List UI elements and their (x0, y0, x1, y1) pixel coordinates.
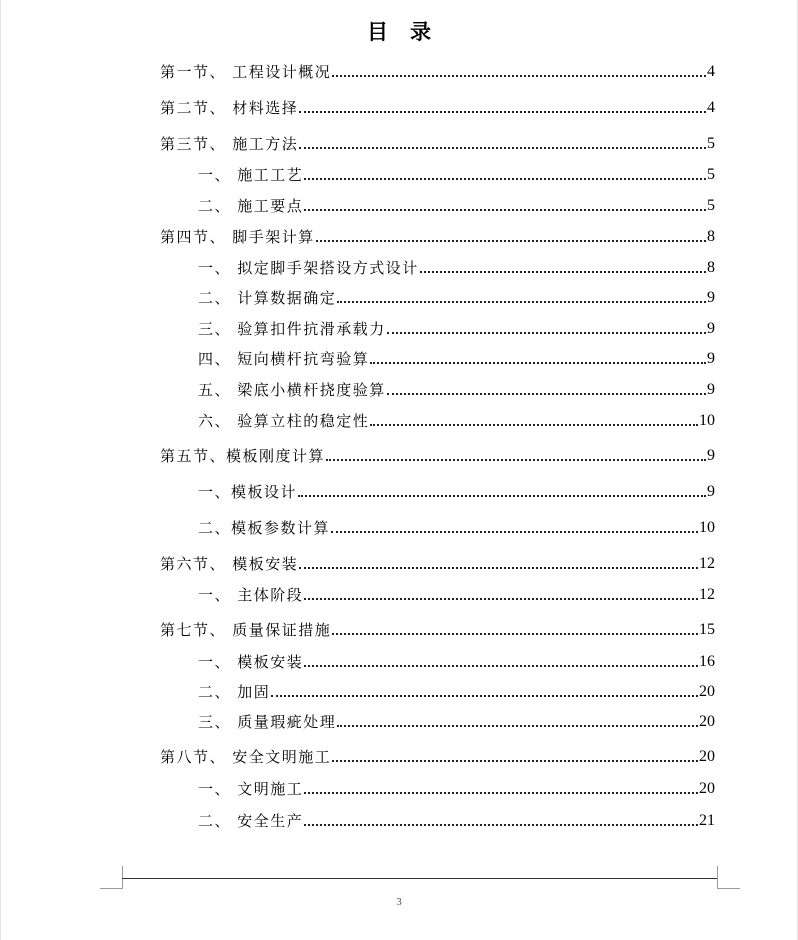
toc-entry-page: 4 (707, 99, 715, 116)
toc-title: 目录 (367, 19, 453, 44)
toc-entry[interactable] (160, 744, 715, 766)
toc-entry-label: 第四节、 脚手架计算 (160, 228, 315, 246)
toc-entry-page: 9 (707, 381, 715, 398)
toc-leader (304, 598, 698, 600)
toc-leader (337, 301, 706, 303)
toc-leader (332, 75, 706, 77)
toc-entry[interactable] (198, 285, 715, 307)
toc-entry[interactable] (198, 255, 715, 277)
toc-entry-label: 一、 施工工艺 (198, 166, 304, 184)
toc-leader (304, 178, 706, 180)
toc-entry-label: 第三节、 施工方法 (160, 135, 299, 153)
toc-entry-page: 9 (707, 289, 715, 306)
toc-entry-page: 9 (707, 320, 715, 337)
toc-entry[interactable] (198, 679, 715, 701)
toc-entry-label: 一、 主体阶段 (198, 586, 304, 604)
toc-entry-page: 4 (707, 63, 715, 80)
toc-leader (299, 111, 706, 113)
toc-entry[interactable] (160, 95, 715, 117)
toc-entry-page: 12 (699, 555, 715, 572)
toc-entry-page: 5 (707, 197, 715, 214)
toc-entry-label: 第二节、 材料选择 (160, 99, 299, 117)
toc-entry-label: 四、 短向横杆抗弯验算 (198, 350, 370, 368)
toc-entry[interactable] (160, 59, 715, 81)
toc-entry[interactable] (198, 515, 715, 537)
crop-mark-bottom-left (100, 866, 123, 889)
toc-entry-label: 第五节、模板刚度计算 (160, 447, 326, 465)
toc-leader (316, 240, 706, 242)
toc-entry-label: 二、 计算数据确定 (198, 289, 337, 307)
toc-entry[interactable] (198, 408, 715, 430)
toc-entry[interactable] (198, 377, 715, 399)
toc-entry-page: 9 (707, 350, 715, 367)
toc-entry[interactable] (198, 316, 715, 338)
toc-leader (298, 495, 706, 497)
toc-entry[interactable] (198, 649, 715, 671)
toc-leader (370, 424, 698, 426)
toc-leader (332, 760, 698, 762)
toc-entry-page: 20 (699, 780, 715, 797)
toc-entry-label: 一、 文明施工 (198, 780, 304, 798)
toc-entry-page: 20 (699, 748, 715, 765)
toc-entry[interactable] (198, 808, 715, 830)
crop-mark-bottom-right (717, 866, 740, 889)
toc-entry[interactable] (160, 551, 715, 573)
toc-entry-label: 三、 验算扣件抗滑承载力 (198, 320, 386, 338)
toc-entry-label: 第一节、 工程设计概况 (160, 63, 332, 81)
toc-entry[interactable] (160, 131, 715, 153)
toc-leader (271, 695, 698, 697)
toc-entry-label: 三、 质量瑕疵处理 (198, 713, 337, 731)
toc-entry-page: 15 (699, 621, 715, 638)
toc-entry-label: 第八节、 安全文明施工 (160, 748, 332, 766)
toc-entry[interactable] (198, 193, 715, 215)
toc-entry[interactable] (198, 479, 715, 501)
toc-entry-page: 10 (699, 412, 715, 429)
toc-entry-label: 第七节、 质量保证措施 (160, 621, 332, 639)
toc-entry-label: 二、模板参数计算 (198, 519, 331, 537)
toc-entry-label: 二、 加固 (198, 683, 271, 701)
toc-entry[interactable] (160, 617, 715, 639)
toc-entry-page: 12 (699, 586, 715, 603)
toc-entry-page: 8 (707, 228, 715, 245)
toc-entry-label: 一、 拟定脚手架搭设方式设计 (198, 259, 419, 277)
toc-leader (331, 531, 698, 533)
toc-entry-page: 5 (707, 135, 715, 152)
toc-entry-label: 第六节、 模板安装 (160, 555, 299, 573)
toc-leader (304, 824, 698, 826)
toc-leader (370, 362, 706, 364)
toc-leader (304, 792, 698, 794)
toc-entry-page: 20 (699, 713, 715, 730)
toc-entry-label: 六、 验算立柱的稳定性 (198, 412, 370, 430)
toc-leader (332, 633, 698, 635)
toc-entry-page: 21 (699, 812, 715, 829)
toc-leader (304, 665, 698, 667)
toc-entry-label: 二、 施工要点 (198, 197, 304, 215)
toc-entry[interactable] (198, 776, 715, 798)
toc-entry[interactable] (160, 224, 715, 246)
toc-entry[interactable] (160, 443, 715, 465)
page-number: 3 (396, 896, 402, 908)
toc-entry[interactable] (198, 582, 715, 604)
toc-entry[interactable] (198, 162, 715, 184)
toc-entry[interactable] (198, 709, 715, 731)
toc-entry-label: 五、 梁底小横杆挠度验算 (198, 381, 386, 399)
toc-leader (304, 209, 706, 211)
toc-entry-page: 10 (699, 519, 715, 536)
toc-leader (387, 393, 706, 395)
toc-leader (420, 271, 706, 273)
toc-entry-page: 16 (699, 653, 715, 670)
toc-entry-page: 8 (707, 259, 715, 276)
toc-entry-label: 二、 安全生产 (198, 812, 304, 830)
toc-entry-label: 一、 模板安装 (198, 653, 304, 671)
footer-rule (122, 878, 717, 879)
toc-leader (299, 147, 706, 149)
toc-entry-page: 20 (699, 683, 715, 700)
toc-entry-page: 9 (707, 447, 715, 464)
toc-leader (326, 459, 706, 461)
toc-entry-label: 一、模板设计 (198, 483, 298, 501)
toc-entry-page: 9 (707, 483, 715, 500)
toc-entry-page: 5 (707, 166, 715, 183)
toc-leader (337, 725, 698, 727)
toc-leader (299, 567, 698, 569)
toc-entry[interactable] (198, 346, 715, 368)
toc-leader (387, 332, 706, 334)
